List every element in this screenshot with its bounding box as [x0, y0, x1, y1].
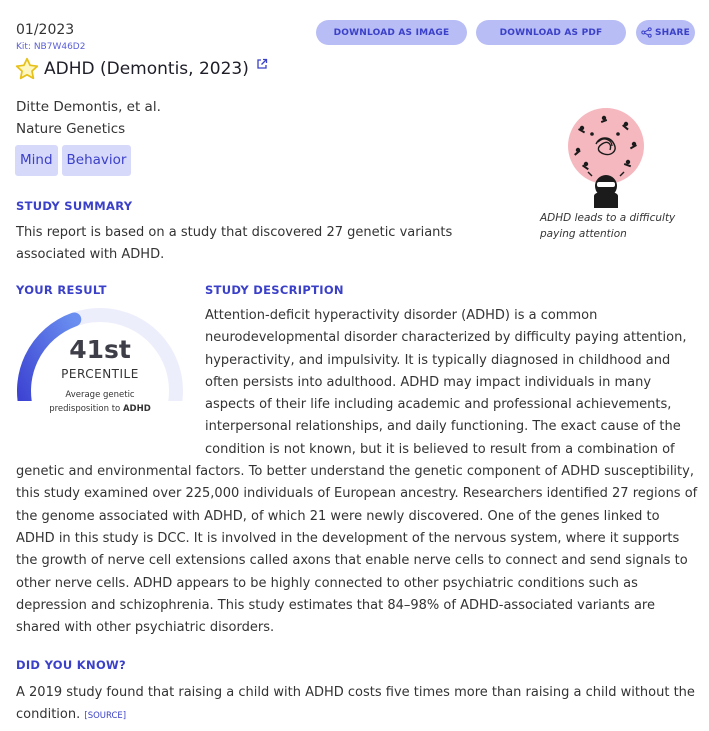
title-row [14, 56, 268, 82]
did-you-know-heading: DID YOU KNOW? [16, 658, 126, 672]
author-line: Ditte Demontis, et al. [16, 99, 161, 115]
favorite-star-icon[interactable] [14, 56, 40, 82]
study-title: ADHD (Demontis, 2023) [44, 59, 249, 79]
tag-list [15, 145, 131, 176]
download-image-label: DOWNLOAD AS IMAGE [333, 27, 450, 38]
tag-mind[interactable]: Mind [15, 145, 58, 176]
download-image-button[interactable] [316, 20, 467, 45]
adhd-illustration [558, 106, 654, 210]
result-heading: YOUR RESULT [16, 283, 107, 297]
percentile-rank: 41st [69, 335, 131, 364]
source-link[interactable]: [SOURCE] [84, 711, 127, 721]
report-date: 01/2023 [16, 22, 75, 38]
download-pdf-label: DOWNLOAD AS PDF [499, 27, 603, 38]
caption-line: ADHD leads to a difficulty [540, 212, 676, 224]
description-text: Attention-deficit hyperactivity disorder (ADHD) is a common neurodevelopmental disorder characterized by difficulty paying attention, hyperactivity, and impulsivity. It is typically diagnosed in childhood and often persists into adulthood. ADHD may impact individuals in many aspects of their life including academic and professional achievements, interpersonal relationships, and daily functioning. The exact cause of the condition is not known, but it is believed to result from a combination of genetic and environmental factors. To better understand the genetic component of ADHD susceptibility, this study examined over 225,000 individuals of European ancestry. Researchers identified 27 regions of the genome associated with ADHD, of which 21 were newly discovered. One of the genes linked to ADHD in this study is DCC. It is involved in the development of the nervous system, where it supports the growth of nerve cell extensions called axons that enable nerve cells to connect and send signals to other nerve cells. ADHD appears to be highly connected to other psychiatric conditions such as depression and schizophrenia. This study estimates that 84–98% of ADHD-associated variants are shared with other psychiatric disorders. [16, 308, 698, 636]
kit-id: Kit: NB7W46D2 [16, 42, 86, 52]
share-icon [641, 27, 652, 38]
trait-name: ADHD [122, 404, 151, 414]
download-pdf-button[interactable] [476, 20, 626, 45]
tag-behavior[interactable]: Behavior [62, 145, 132, 176]
did-you-know-text [16, 682, 696, 727]
percentile-subtext-line: predisposition to ADHD [49, 404, 151, 414]
did-you-know-body: A 2019 study found that raising a child with ADHD costs five times more than raising a child without the condition. [16, 685, 695, 722]
study-authors [16, 96, 161, 140]
external-link-icon[interactable] [256, 58, 268, 70]
percentile-label: PERCENTILE [61, 367, 139, 381]
caption-line: paying attention [540, 228, 627, 240]
percentile-subtext-line: Average genetic [65, 390, 135, 400]
description-block [16, 305, 698, 639]
description-heading: STUDY DESCRIPTION [205, 283, 344, 297]
summary-text: This report is based on a study that discovered 27 genetic variants associated with ADHD. [16, 225, 453, 262]
share-label: SHARE [654, 27, 691, 38]
illustration-caption [540, 210, 690, 242]
share-button[interactable] [636, 20, 695, 45]
journal-name: Nature Genetics [16, 121, 126, 137]
summary-heading: STUDY SUMMARY [16, 199, 133, 213]
